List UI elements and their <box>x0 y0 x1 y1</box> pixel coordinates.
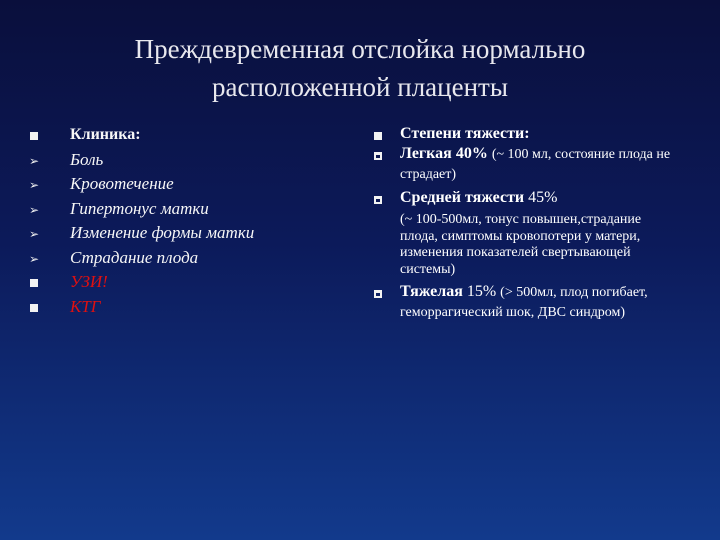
list-item <box>28 247 348 272</box>
severity-severe-note: (> 500мл, плод погибает, геморрагический шок, ДВС синдром) <box>400 285 648 320</box>
list-item-text: Кровотечение <box>70 174 174 193</box>
square-bullet-icon <box>28 130 40 142</box>
list-item <box>28 271 348 296</box>
square-bullet-icon <box>28 302 40 314</box>
arrow-bullet-icon: ➢ <box>28 251 40 266</box>
hollow-square-bullet-icon <box>372 288 384 300</box>
list-item-text: КТГ <box>70 296 101 316</box>
severity-medium-pct: 45% <box>528 189 558 206</box>
severity-severe-pct: 15% <box>466 283 497 300</box>
severity-medium-label: Средней тяжести <box>400 189 525 206</box>
severity-heading-text: Степени тяжести: <box>400 125 530 142</box>
list-item-text: Страдание плода <box>70 247 199 267</box>
square-bullet-icon <box>372 130 384 142</box>
arrow-bullet-icon: ➢ <box>28 202 40 217</box>
arrow-bullet-icon: ➢ <box>28 227 40 241</box>
severity-light-note: (~ 100 мл, состояние плода не страдает) <box>400 147 671 182</box>
list-item-text: Боль <box>70 149 104 169</box>
slide-title <box>0 30 720 106</box>
severity-heading <box>372 124 672 144</box>
list-item-text: Изменение формы матки <box>70 223 255 242</box>
arrow-bullet-icon: ➢ <box>28 178 40 192</box>
severity-light-label: Легкая 40% <box>400 145 488 162</box>
clinic-list <box>28 124 348 320</box>
title-line-1: Преждевременная отслойка нормально <box>134 34 586 64</box>
severity-medium <box>372 188 672 208</box>
severity-light <box>372 144 672 184</box>
list-item <box>28 124 348 149</box>
severity-section <box>372 124 672 322</box>
list-item-text: УЗИ! <box>70 272 108 291</box>
list-item <box>28 149 348 174</box>
list-item-text: Клиника: <box>70 126 141 143</box>
severity-medium-note: (~ 100-500мл, тонус повышен,страдание плода, симптомы кровопотери у матери, изменения показателей свертывающей системы) <box>400 212 642 277</box>
title-line-2: расположенной плаценты <box>212 72 508 102</box>
list-item <box>28 296 348 321</box>
severity-severe <box>372 282 672 322</box>
arrow-bullet-icon: ➢ <box>28 153 40 168</box>
list-item <box>28 222 348 247</box>
square-bullet-icon <box>28 277 40 289</box>
hollow-square-bullet-icon <box>372 194 384 206</box>
list-item <box>28 198 348 223</box>
list-item-text: Гипертонус матки <box>70 198 209 218</box>
list-item <box>28 173 348 198</box>
hollow-square-bullet-icon <box>372 150 384 162</box>
severity-severe-label: Тяжелая <box>400 283 463 300</box>
